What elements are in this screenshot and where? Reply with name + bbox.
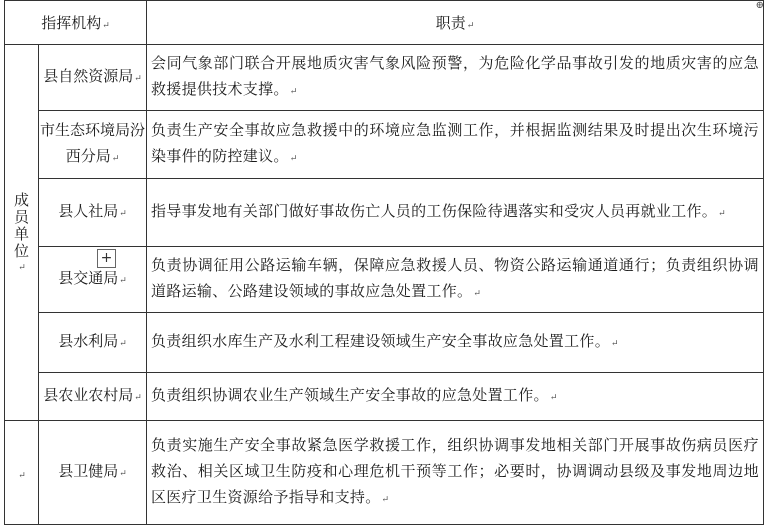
duty-cell: 负责组织协调农业生产领域生产安全事故的应急处置工作。↵ — [147, 373, 764, 421]
header-agency: 指挥机构↵ — [5, 1, 147, 45]
table-row — [5, 247, 764, 313]
responsibility-table — [4, 0, 764, 525]
agency-cell: 县人社局↵ — [39, 179, 147, 247]
agency-cell: 县自然资源局↵ — [39, 45, 147, 111]
table-row — [5, 179, 764, 247]
header-duty: 职责↵ — [147, 1, 764, 45]
agency-cell: 市生态环境局汾西分局↵ — [39, 111, 147, 179]
table-row — [5, 111, 764, 179]
agency-cell: 县交通局↵ — [39, 247, 147, 313]
duty-cell: 指导事发地有关部门做好事故伤亡人员的工伤保险待遇落实和受灾人员再就业工作。↵ — [147, 179, 764, 247]
duty-cell: 负责协调征用公路运输车辆，保障应急救援人员、物资公路运输通道通行；负责组织协调道路运输、公路建设领域的事故应急处置工作。↵ — [147, 247, 764, 313]
group-label-empty: ↵ — [5, 421, 39, 525]
agency-cell: 县农业农村局↵ — [39, 373, 147, 421]
table-move-icon[interactable]: ⊕ — [755, 0, 764, 11]
table-row — [5, 373, 764, 421]
agency-cell: 县水利局↵ — [39, 313, 147, 373]
table-row — [5, 421, 764, 525]
duty-cell: 负责实施生产安全事故紧急医学救援工作，组织协调事发地相关部门开展事故伤病员医疗救治、相关区域卫生防疫和心理危机干预等工作；必要时，协调调动县级及事发地周边地区医疗卫生资源给予指导和支持。↵ — [147, 421, 764, 525]
insert-row-button[interactable]: + — [97, 249, 116, 268]
duty-cell: 负责组织水库生产及水利工程建设领域生产安全事故应急处置工作。↵ — [147, 313, 764, 373]
group-label-members: 成 员 单 位 ↵ — [5, 45, 39, 421]
table-row — [5, 313, 764, 373]
agency-cell: 县卫健局↵ — [39, 421, 147, 525]
table-header-row — [5, 1, 764, 45]
table-row — [5, 45, 764, 111]
duty-cell: 负责生产安全事故应急救援中的环境应急监测工作，并根据监测结果及时提出次生环境污染事件的防控建议。↵ — [147, 111, 764, 179]
duty-cell: 会同气象部门联合开展地质灾害气象风险预警，为危险化学品事故引发的地质灾害的应急救援提供技术支撑。↵ — [147, 45, 764, 111]
